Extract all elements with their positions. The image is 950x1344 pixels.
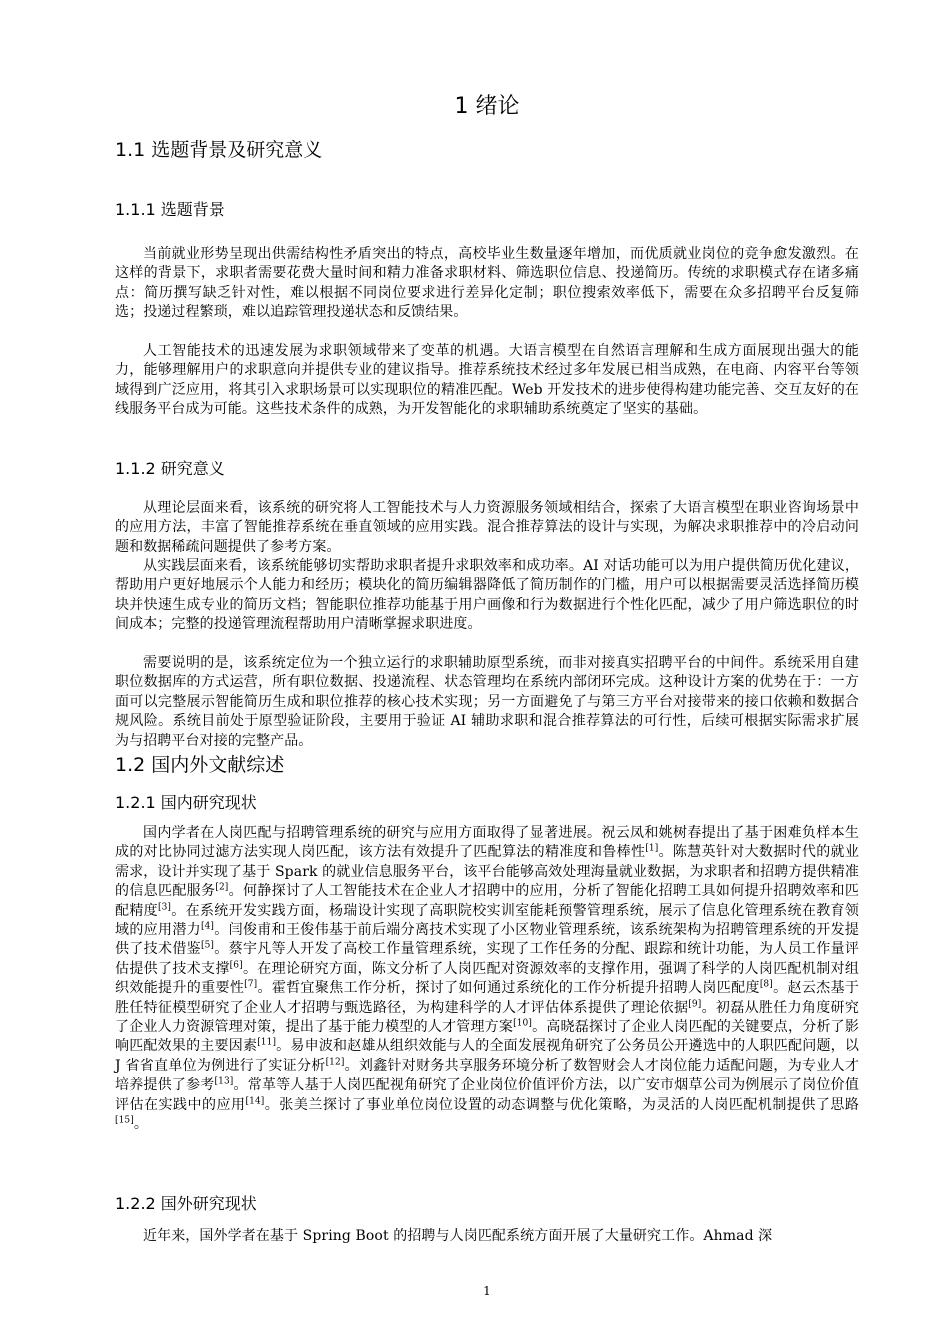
citation-14[interactable]: [14]	[245, 1096, 265, 1107]
citation-3[interactable]: [3]	[158, 901, 172, 912]
subsection-heading-1-2-2: 1.2.2 国外研究现状	[115, 1194, 257, 1213]
text-segment: 。何静探讨了人工智能技术在企业人才招聘中的应用，分析了智能化招聘工具如何提升招聘效率和匹配精度	[115, 883, 859, 919]
page-number: 1	[483, 1284, 491, 1298]
text-segment: 。高晓磊探讨了企业人岗匹配的关键要点，分析了影响匹配效果的主要因素	[115, 1019, 859, 1055]
paragraph-domestic-research	[115, 824, 859, 1135]
citation-12[interactable]: [12]	[325, 1057, 345, 1068]
citation-8[interactable]: [8]	[759, 979, 773, 990]
text-segment: 。陈慧英针对大数据时代的就业需求，设计并实现了基于 Spark 的就业信息服务平台，该平台能够高效处理海量就业数据，为求职者和招聘方提供精准的信息匹配服务	[115, 844, 859, 900]
citation-7[interactable]: [7]	[244, 979, 258, 990]
subsection-heading-1-2-1: 1.2.1 国内研究现状	[115, 793, 257, 812]
text-segment: 。	[133, 1116, 148, 1133]
citation-15[interactable]: [15]	[115, 1115, 134, 1126]
text-segment: 。闫俊甫和王俊伟基于前后端分离技术实现了小区物业管理系统，该系统架构为招聘管理系统的开发提供了技术借鉴	[115, 922, 859, 958]
text-segment: 。易申波和赵雄从组织效能与人的全面发展视角研究了公务员公开遴选中的人职匹配问题，以 J 省省直单位为例进行了实证分析	[115, 1038, 859, 1074]
citation-11[interactable]: [11]	[257, 1037, 277, 1048]
citation-10[interactable]: [10]	[513, 1018, 532, 1029]
text-segment: 。霍哲宜聚焦工作分析，探讨了如何通过系统化的工作分析提升招聘人岗匹配度	[257, 980, 760, 997]
text-segment: 。赵云杰基于胜任特征模型研究了企业人才招聘与甄选路径，为构建科学的人才评估体系提供了理论依据	[115, 980, 859, 1016]
paragraph-significance-3: 需要说明的是，该系统定位为一个独立运行的求职辅助原型系统，而非对接真实招聘平台的中间件。系统采用自建职位数据库的方式运营，所有职位数据、投递流程、状态管理均在系统内部闭环完成。这种设计方案的优势在于：一方面可以完整展示智能简历生成和职位推荐的核心技术实现；另一方面避免了与第三方平台对接带来的接口依赖和数据合规风险。系统目前处于原型验证阶段，主要用于验证 AI 辅助求职和混合推荐算法的可行性，后续可根据实际需求扩展为与招聘平台对接的完整产品。	[115, 655, 859, 749]
paragraph-background-1: 当前就业形势呈现出供需结构性矛盾突出的特点，高校毕业生数量逐年增加，而优质就业岗位的竞争愈发激烈。在这样的背景下，求职者需要花费大量时间和精力准备求职材料、筛选职位信息、投递简历。传统的求职模式存在诸多痛点：简历撰写缺乏针对性，难以根据不同岗位要求进行差异化定制；职位搜索效率低下，需要在众多招聘平台反复筛选；投递过程繁琐，难以追踪管理投递状态和反馈结果。	[115, 246, 859, 321]
text-segment: 。张美兰探讨了事业单位岗位设置的动态调整与优化策略，为灵活的人岗匹配机制提供了思路	[264, 1096, 859, 1113]
paragraph-foreign-research: 近年来，国外学者在基于 Spring Boot 的招聘与人岗匹配系统方面开展了大量研究工作。Ahmad 深	[143, 1228, 773, 1244]
text-segment: 。初磊从胜任力角度研究了企业人力资源管理对策，提出了基于能力模型的人才管理方案	[115, 999, 859, 1036]
citation-2[interactable]: [2]	[215, 882, 229, 893]
citation-1[interactable]: [1]	[645, 843, 659, 854]
text-segment: 。常革等人基于人岗匹配视角研究了企业岗位价值评价方法，以广安市烟草公司为例展示了岗位价值评估在实践中的应用	[115, 1077, 859, 1113]
text-segment: 。蔡宇凡等人开发了高校工作量管理系统，实现了工作任务的分配、跟踪和统计功能，为人员工作量评估提供了技术支撑	[115, 941, 859, 977]
paragraph-significance-2: 从实践层面来看，该系统能够切实帮助求职者提升求职效率和成功率。AI 对话功能可以为用户提供简历优化建议，帮助用户更好地展示个人能力和经历；模块化的简历编辑器降低了简历制作的门槛，用户可以根据需要灵活选择简历模块并快速生成专业的简历文档；智能职位推荐功能基于用户画像和行为数据进行个性化匹配，减少了用户筛选职位的时间成本；完整的投递管理流程帮助用户清晰掌握求职进度。	[115, 558, 859, 633]
document-page	[115, 0, 859, 1344]
text-segment: 。在系统开发实践方面，杨瑞设计实现了高职院校实训室能耗预警管理系统，展示了信息化管理系统在教育领域的应用潜力	[115, 902, 859, 939]
paragraph-background-2: 人工智能技术的迅速发展为求职领域带来了变革的机遇。大语言模型在自然语言理解和生成方面展现出强大的能力，能够理解用户的求职意向并提供专业的建议指导。推荐系统技术经过多年发展已相当成熟，在电商、内容平台等领域得到广泛应用，将其引入求职场景可以实现职位的精准匹配。Web 开发技术的进步使得构建功能完善、交互友好的在线服务平台成为可能。这些技术条件的成熟，为开发智能化的求职辅助系统奠定了坚实的基础。	[115, 343, 859, 418]
chapter-title: 1 绪论	[454, 94, 520, 119]
text-segment: 。刘鑫针对财务共享服务环境分析了数智财会人才岗位能力适配问题，为专业人才培养提供了参考	[115, 1057, 859, 1094]
subsection-heading-1-1-1: 1.1.1 选题背景	[115, 200, 225, 219]
citation-13[interactable]: [13]	[214, 1076, 234, 1087]
citation-5[interactable]: [5]	[201, 940, 215, 951]
section-heading-1-2: 1.2 国内外文献综述	[115, 754, 285, 776]
paragraph-significance-1: 从理论层面来看，该系统的研究将人工智能技术与人力资源服务领域相结合，探索了大语言模型在职业咨询场景中的应用方法，丰富了智能推荐系统在垂直领域的应用实践。混合推荐算法的设计与实现，为解决求职推荐中的冷启动问题和数据稀疏问题提供了参考方案。	[115, 500, 859, 555]
citation-6[interactable]: [6]	[229, 960, 243, 971]
section-heading-1-1: 1.1 选题背景及研究意义	[115, 139, 323, 161]
citation-4[interactable]: [4]	[201, 921, 215, 932]
subsection-heading-1-1-2: 1.1.2 研究意义	[115, 459, 225, 478]
text-segment: 国内学者在人岗匹配与招聘管理系统的研究与应用方面取得了显著进展。祝云凤和姚树春提出了基于困难负样本生成的对比协同过滤方法实现人岗匹配，该方法有效提升了匹配算法的精准度和鲁棒性	[115, 825, 859, 861]
citation-9[interactable]: [9]	[688, 999, 702, 1009]
text-segment: 。在理论研究方面，陈文分析了人岗匹配对资源效率的支撑作用，强调了科学的人岗匹配机制对组织效能提升的重要性	[115, 960, 859, 997]
